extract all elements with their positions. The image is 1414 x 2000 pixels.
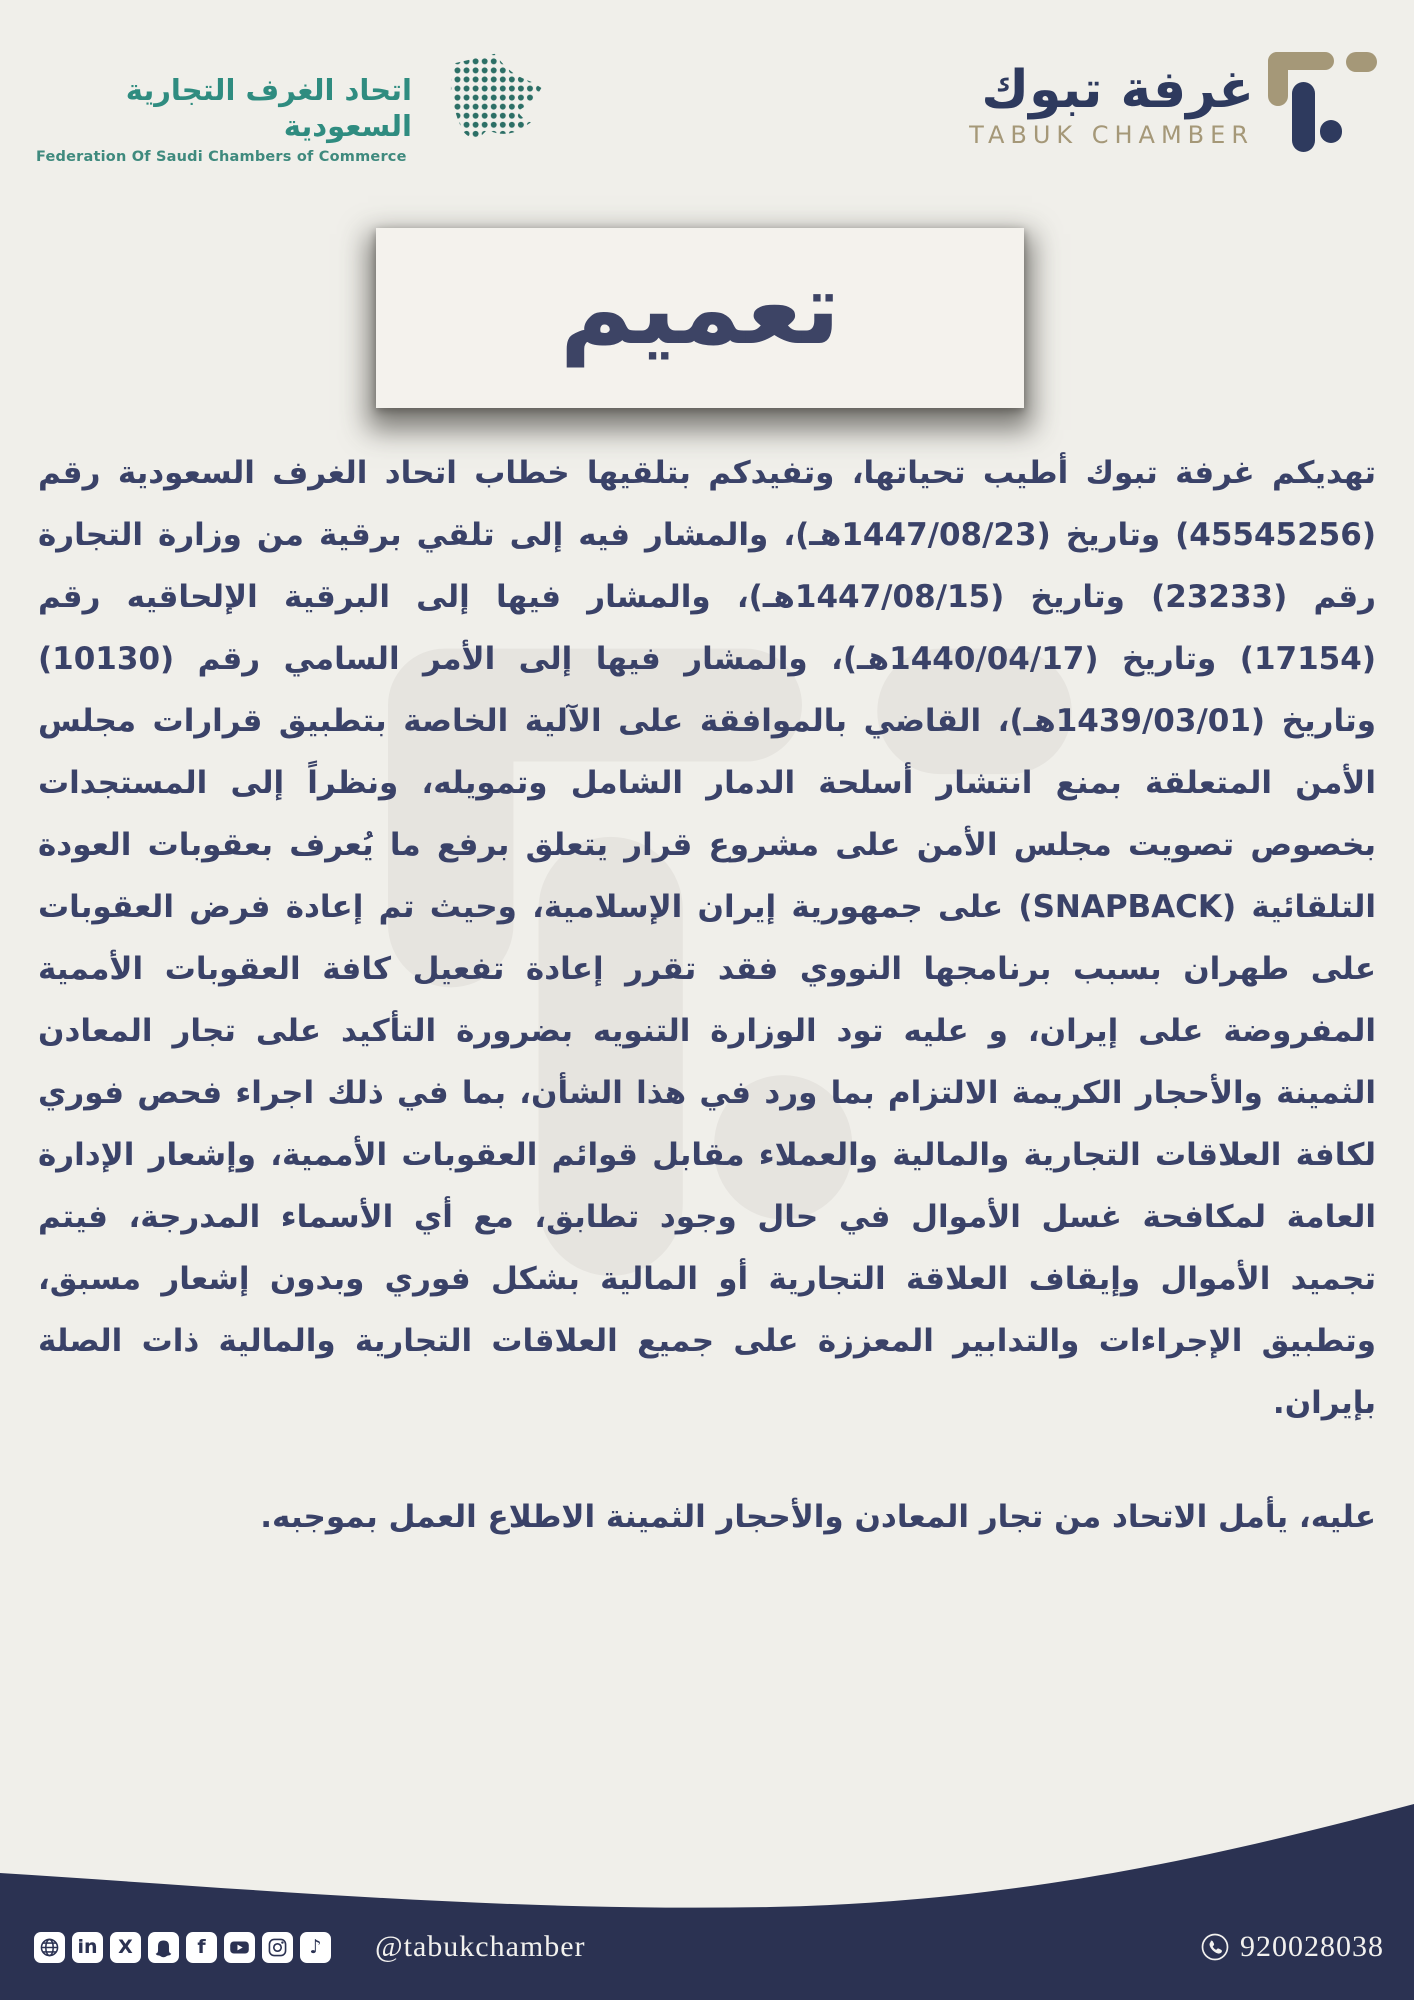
social-icons [34, 1932, 331, 1963]
federation-logo [36, 48, 550, 172]
facebook-icon: f [186, 1932, 217, 1963]
federation-logo-text [36, 48, 412, 165]
footer-wave [0, 1800, 1414, 2000]
tabuk-chamber-mark-icon [1268, 50, 1378, 152]
saudi-arabia-dotted-map-icon [426, 48, 550, 172]
footer [0, 1924, 1414, 1970]
federation-name-arabic: اتحاد الغرف التجارية السعودية [125, 73, 412, 144]
phone-number: 920028038 [1240, 1930, 1384, 1963]
circular-body [38, 442, 1376, 1548]
tabuk-chamber-name-english: TABUK CHAMBER [969, 121, 1254, 150]
phone-circle-icon [1200, 1932, 1230, 1962]
instagram-icon [262, 1932, 293, 1963]
snapchat-icon [148, 1932, 179, 1963]
youtube-icon [224, 1932, 255, 1963]
tabuk-chamber-name-arabic: غرفة تبوك [981, 60, 1254, 120]
federation-name-english: Federation Of Saudi Chambers of Commerce [36, 148, 407, 165]
phone-contact [1200, 1930, 1384, 1964]
x-twitter-icon: X [110, 1932, 141, 1963]
circular-paragraph: تهديكم غرفة تبوك أطيب تحياتها، وتفيدكم بتلقيها خطاب اتحاد الغرف السعودية رقم (45545256) وتاريخ (1447/08/23هـ)، والمشار فيه إلى تلقي برقية من وزارة التجارة رقم (23233) وتاريخ (1447/08/15هـ)، والمشار فيها إلى البرقية الإلحاقيه رقم (17154) وتاريخ (1440/04/17هـ)، والمشار فيها إلى الأمر السامي رقم (10130) وتاريخ (1439/03/01هـ)، القاضي بالموافقة على الآلية الخاصة بتطبيق قرارات مجلس الأمن المتعلقة بمنع انتشار أسلحة الدمار الشامل وتمويله، ونظراً إلى المستجدات بخصوص تصويت مجلس الأمن على مشروع قرار يتعلق برفع ما يُعرف بعقوبات العودة التلقائية (SNAPBACK) على جمهورية إيران الإسلامية، وحيث تم إعادة فرض العقوبات على طهران بسبب برنامجها النووي فقد تقرر إعادة تفعيل كافة العقوبات الأممية المفروضة على إيران، و عليه تود الوزارة التنويه بضرورة التأكيد على تجار المعادن الثمينة والأحجار الكريمة الالتزام بما ورد في هذا الشأن، بما في ذلك اجراء فحص فوري لكافة العلاقات التجارية والمالية والعملاء مقابل قوائم العقوبات الأممية، وإشعار الإدارة العامة لمكافحة غسل الأموال في حال وجود تطابق، مع أي الأسماء المدرجة، فيتم تجميد الأموال وإيقاف العلاقة التجارية أو المالية بشكل فوري وبدون إشعار مسبق، وتطبيق الإجراءات والتدابير المعززة على جميع العلاقات التجارية والمالية ذات الصلة بإيران. [38, 455, 1376, 1421]
tiktok-icon: ♪ [300, 1932, 331, 1963]
tabuk-chamber-logo-text [969, 50, 1254, 149]
globe-icon [34, 1932, 65, 1963]
social-handle: @tabukchamber [375, 1930, 586, 1963]
linkedin-icon: in [72, 1932, 103, 1963]
circular-title-box [376, 228, 1024, 408]
circular-title: تعميم [559, 250, 841, 367]
circular-closing-line: عليه، يأمل الاتحاد من تجار المعادن والأحجار الثمينة الاطلاع العمل بموجبه. [260, 1499, 1376, 1535]
tabuk-chamber-logo [969, 50, 1378, 152]
